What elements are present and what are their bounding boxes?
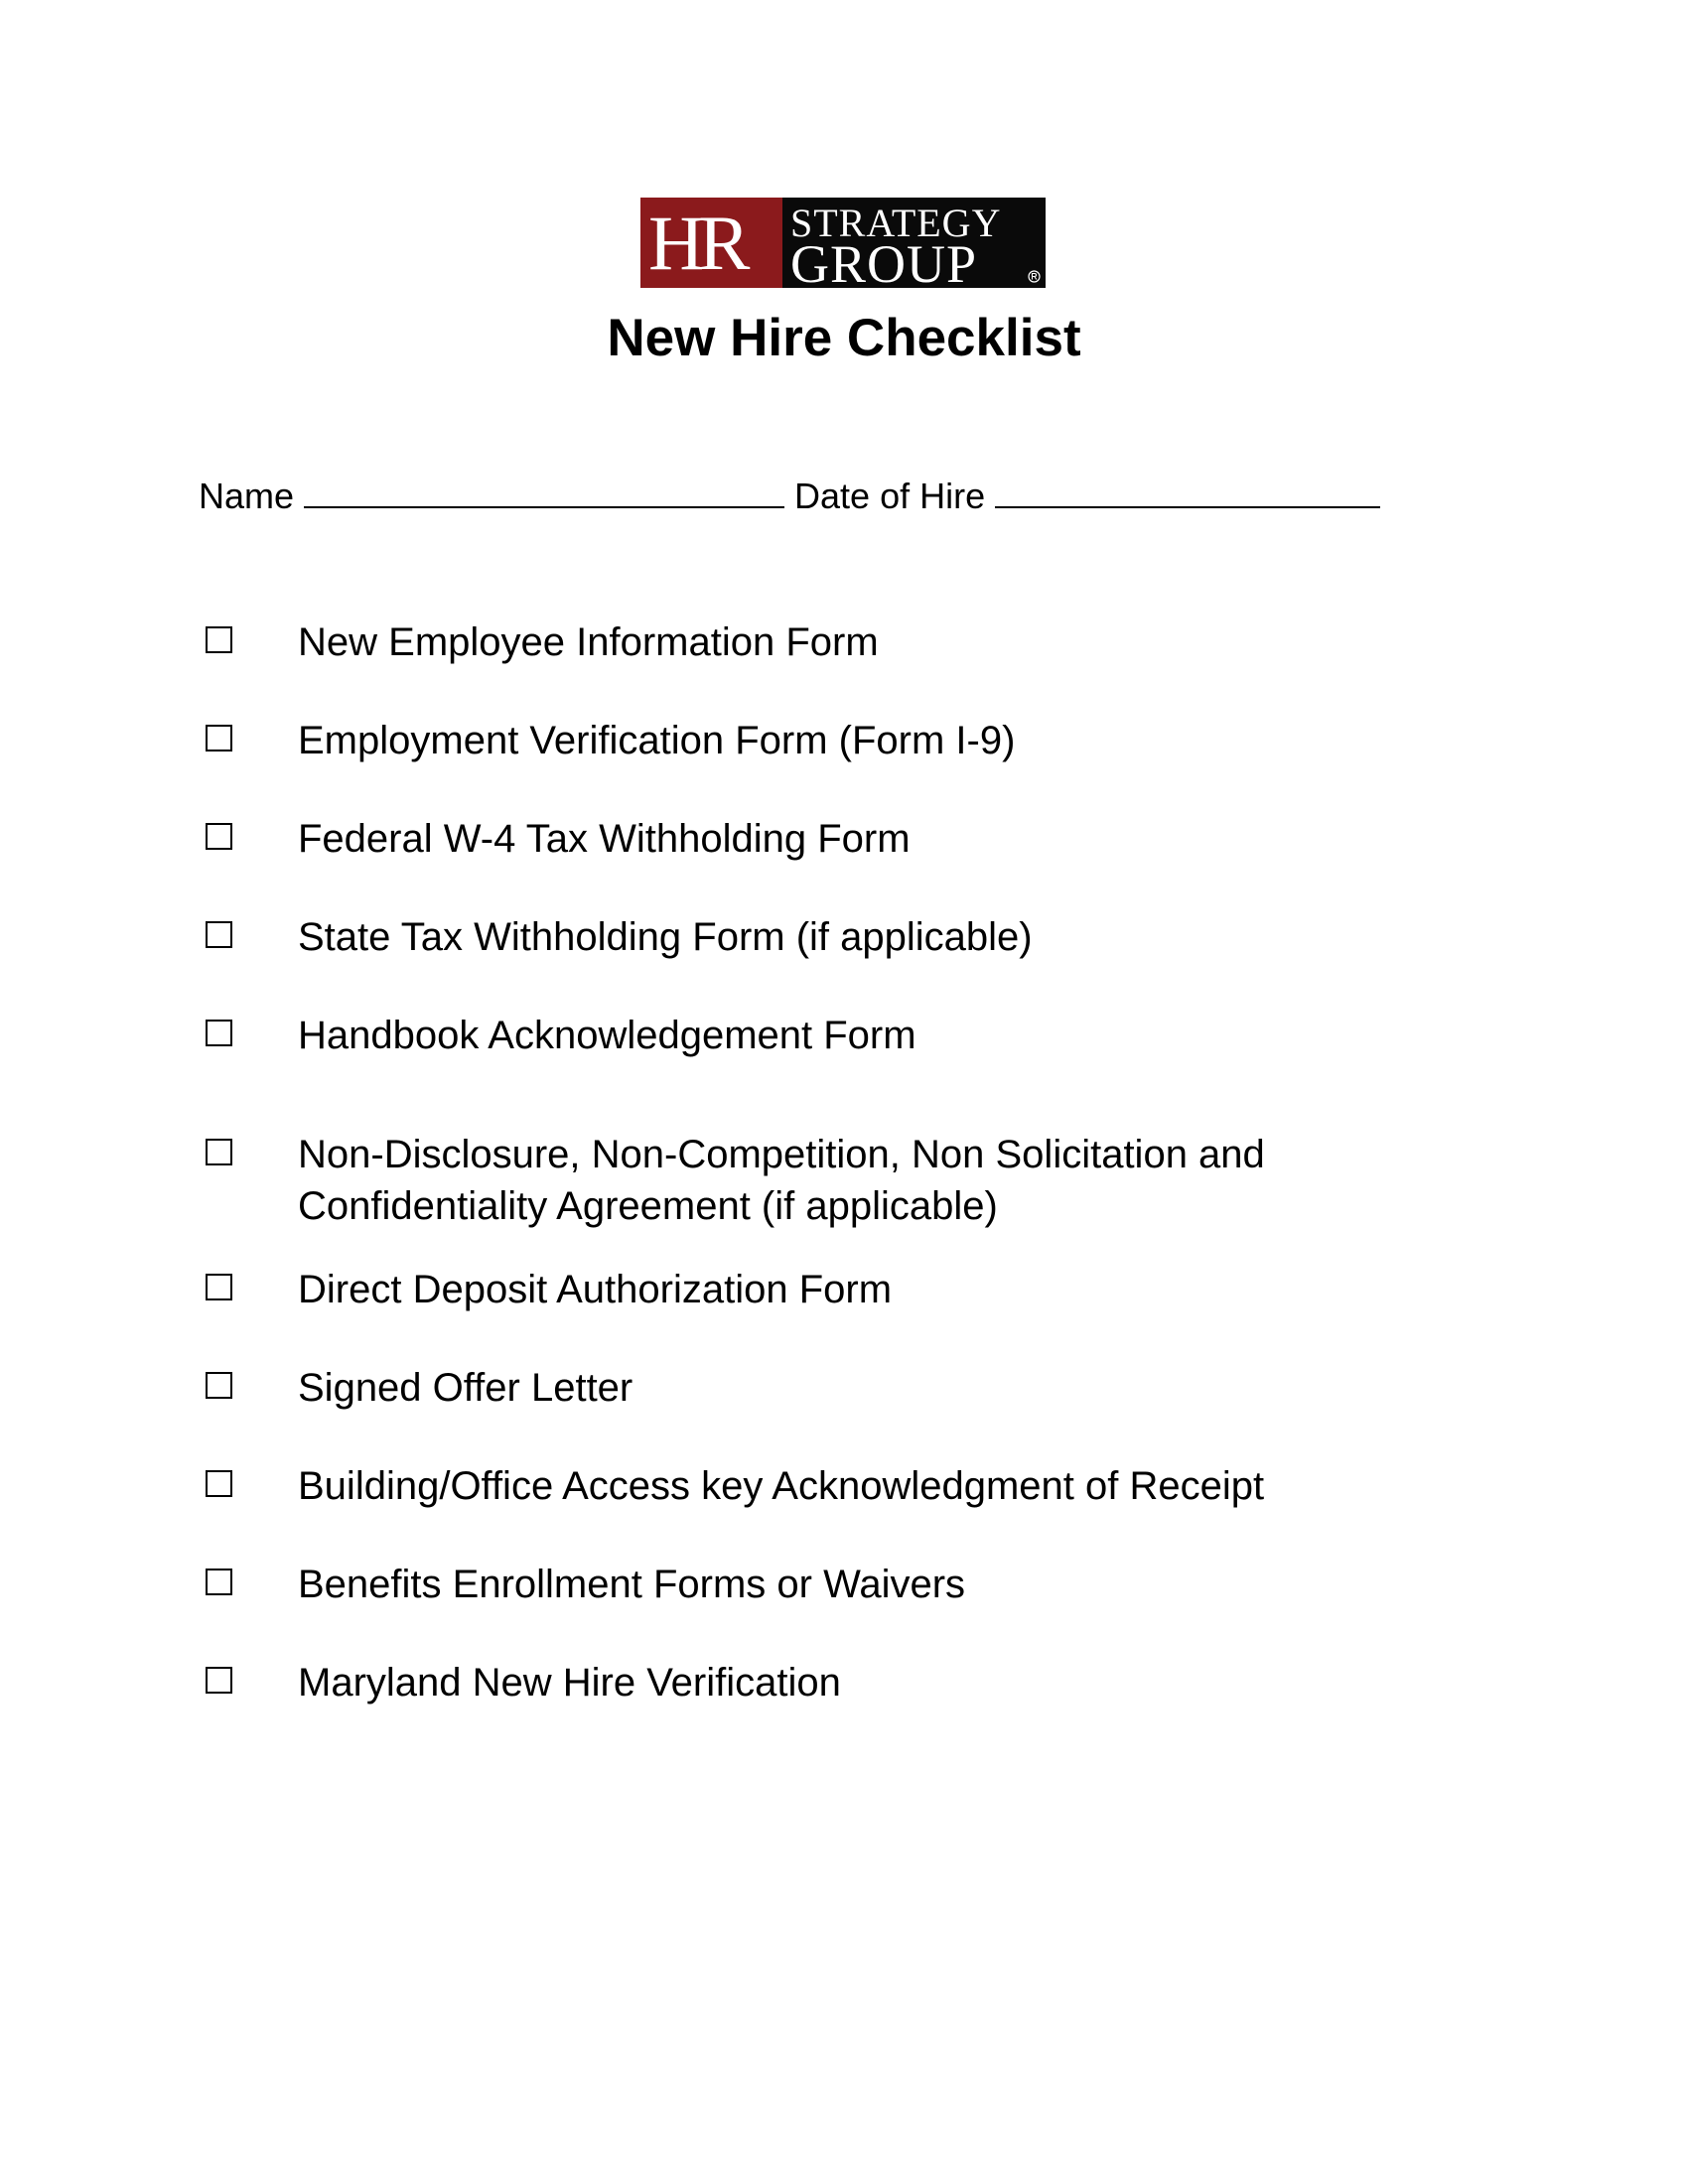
checklist-item-label: Direct Deposit Authorization Form [298,1268,893,1311]
date-of-hire-label: Date of Hire [794,476,986,516]
page-title: New Hire Checklist [607,309,1081,367]
checkbox[interactable] [206,1020,232,1046]
name-label: Name [199,476,295,516]
checkbox[interactable] [206,725,232,751]
checklist-item-label: Non-Disclosure, Non-Competition, Non Solicitation and Confidentiality Agreement (if applicable) [298,1133,1265,1228]
checkbox[interactable] [206,1470,232,1497]
checklist-item-label: Building/Office Access key Acknowledgment of Receipt [298,1464,1265,1508]
checkbox[interactable] [206,1274,232,1300]
checklist-item-label: Federal W-4 Tax Withholding Form [298,817,911,861]
logo-text-strategy: STRATEGY [790,201,1002,245]
checklist-item-label: Signed Offer Letter [298,1366,633,1410]
checklist-item-label: Maryland New Hire Verification [298,1661,841,1705]
checklist-item-label: Benefits Enrollment Forms or Waivers [298,1563,966,1606]
checkbox[interactable] [206,1372,232,1399]
checkbox[interactable] [206,823,232,850]
checklist-item-label: State Tax Withholding Form (if applicable) [298,915,1033,959]
checkbox[interactable] [206,1667,232,1694]
checklist-item-label: Handbook Acknowledgement Form [298,1014,916,1057]
checklist-item-label: Employment Verification Form (Form I-9) [298,719,1016,762]
checkbox[interactable] [206,921,232,948]
logo-monogram-text: HR [648,200,745,286]
checkbox[interactable] [206,1139,232,1165]
checklist-item-label: New Employee Information Form [298,620,879,664]
logo-text-group: GROUP [790,234,978,294]
checkbox[interactable] [206,626,232,653]
checkbox[interactable] [206,1569,232,1595]
